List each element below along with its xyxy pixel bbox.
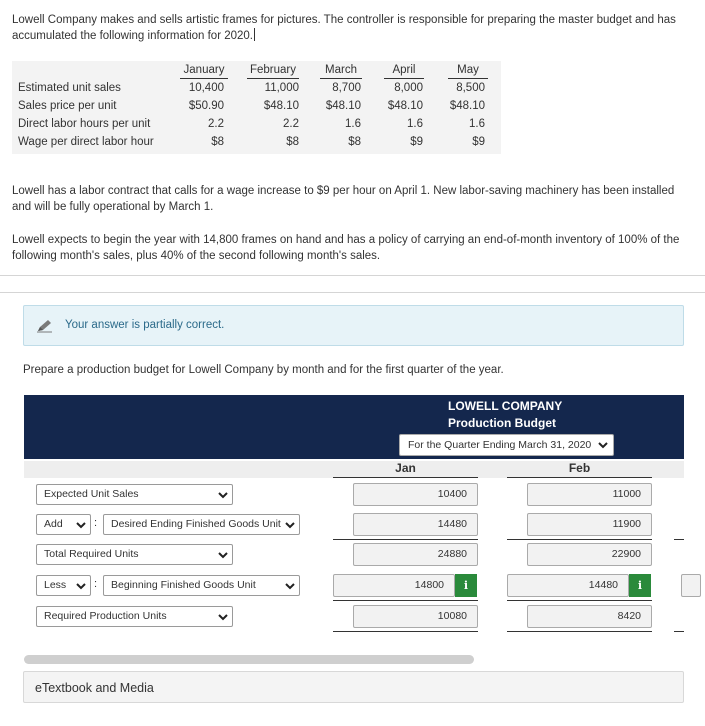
subtotal-line [333,539,478,540]
table-cell: $8 [348,136,361,148]
subtotal-line [333,600,478,601]
table-cell: $9 [472,136,485,148]
jan-required-production-input[interactable]: 10080 [353,605,478,628]
jan-expected-sales-input[interactable]: 10400 [353,483,478,506]
colon-separator: : [94,578,98,590]
jan-total-required-input[interactable]: 24880 [353,543,478,566]
row-label-select[interactable] [36,606,233,627]
pencil-icon [36,319,54,333]
subtotal-line [674,539,684,540]
chevron-down-icon [217,611,229,623]
row-label-select[interactable] [103,514,300,535]
etextbook-label: eTextbook and Media [35,681,154,695]
row-label: Estimated unit sales [18,82,121,94]
period-select-value: For the Quarter Ending March 31, 2020 [408,439,592,451]
chevron-down-icon [217,549,229,561]
col-header-feb: Feb [507,461,652,478]
budget-header [24,395,684,459]
select-value: Expected Unit Sales [44,488,139,500]
row-label-select[interactable] [103,575,300,596]
total-line [507,631,652,632]
instruction-text: Prepare a production budget for Lowell Company by month and for the first quarter of the year. [23,364,504,376]
table-cell: $8 [211,136,224,148]
table-cell: $8 [286,136,299,148]
subtotal-line [507,539,652,540]
etextbook-media-panel[interactable] [23,671,684,703]
table-cell: 10,400 [188,82,224,94]
table-cell: 1.6 [345,118,361,130]
jan-ending-inventory-input[interactable]: 14480 [353,513,478,536]
col-april: April [384,61,424,79]
table-cell: 11,000 [264,82,299,94]
total-line [333,631,478,632]
subtotal-line [507,600,652,601]
feb-required-production-input[interactable]: 8420 [527,605,652,628]
problem-statement [0,0,705,276]
feb-beginning-inventory-input[interactable]: 14480 [507,574,629,597]
data-table [12,61,501,154]
table-cell: 8,000 [394,82,423,94]
total-line [674,631,684,632]
period-select[interactable] [399,434,614,456]
table-cell: 1.6 [469,118,485,130]
chevron-down-icon [75,519,87,531]
row-label-select[interactable] [36,484,233,505]
jan-beginning-inventory-input[interactable]: 14800 [333,574,455,597]
chevron-down-icon [597,439,609,451]
select-value: Desired Ending Finished Goods Unit [111,518,281,530]
horizontal-scrollbar[interactable] [24,655,474,664]
colon-separator: : [94,517,98,529]
feb-total-required-input[interactable]: 22900 [527,543,652,566]
problem-paragraph-2: Lowell has a labor contract that calls for a wage increase to $9 per hour on April 1. New labor-saving machinery has been installed and will be fully operational by March 1. [12,185,675,213]
budget-title: Production Budget [448,416,556,430]
company-name: LOWELL COMPANY [448,399,563,413]
table-cell: 2.2 [283,118,299,130]
select-value: Add [44,518,63,530]
partial-correct-banner [23,305,684,346]
chevron-down-icon [75,580,87,592]
select-value: Total Required Units [44,548,139,560]
problem-intro-text: Lowell Company makes and sells artistic frames for pictures. The controller is responsible for preparing the master budget and has accumulated the following information for 2020. [12,14,676,42]
table-cell: 2.2 [208,118,224,130]
col-may: May [448,61,488,79]
problem-paragraph-3: Lowell expects to begin the year with 14,800 frames on hand and has a policy of carrying an end-of-month inventory of 100% of the following month's sales, plus 40% of the second following month's sales. [12,234,680,262]
info-icon[interactable]: i [629,574,651,597]
table-cell: $48.10 [263,100,299,112]
col-february: February [247,61,299,79]
table-cell: 1.6 [407,118,423,130]
table-cell: $9 [410,136,423,148]
col-march: March [320,61,362,79]
row-label-select[interactable] [36,544,233,565]
feb-expected-sales-input[interactable]: 11000 [527,483,652,506]
mar-beginning-inventory-input[interactable] [681,574,701,597]
chevron-down-icon [284,580,296,592]
table-cell: $48.10 [449,100,485,112]
operator-select[interactable] [36,514,91,535]
table-cell: 8,500 [456,82,485,94]
col-header-jan: Jan [333,461,478,478]
info-icon[interactable]: i [455,574,477,597]
table-cell: $48.10 [325,100,361,112]
answer-area [0,292,705,726]
col-january: January [180,61,228,79]
select-value: Less [44,579,67,591]
row-label: Direct labor hours per unit [18,118,151,130]
chevron-down-icon [217,489,229,501]
table-cell: 8,700 [332,82,361,94]
select-value: Beginning Finished Goods Unit [111,579,256,591]
feb-ending-inventory-input[interactable]: 11900 [527,513,652,536]
operator-select[interactable] [36,575,91,596]
table-cell: $50.90 [188,100,224,112]
row-label: Wage per direct labor hour [18,136,154,148]
chevron-down-icon [284,519,296,531]
text-cursor [254,28,255,41]
select-value: Required Production Units [44,610,167,622]
status-message: Your answer is partially correct. [65,319,225,331]
table-cell: $48.10 [387,100,423,112]
row-label: Sales price per unit [18,100,117,112]
problem-intro [12,12,696,44]
